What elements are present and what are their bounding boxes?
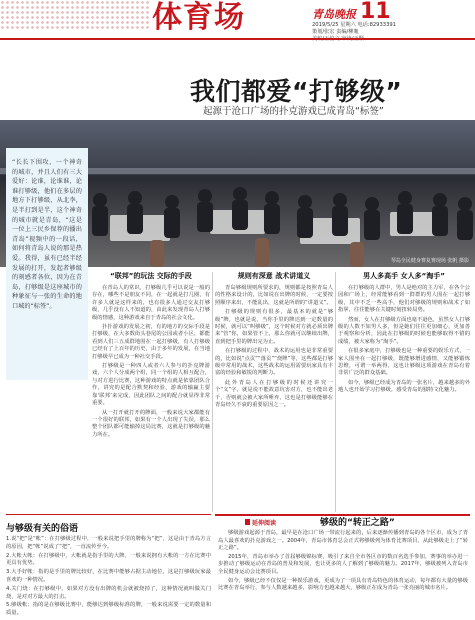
extended-reading-body: [218, 530, 468, 594]
extended-reading-paragraph: 够级游戏起源于青岛，最早是在沧口广场一带流行起来的，后来逐渐传播到青岛的各个区市，成为了青岛人最喜欢的扑克游戏之一。2004年，青岛市体育总会正式将够级列为体育比赛项目，从此够级走上了“转正之路”。: [218, 530, 468, 552]
saying-item: 1.说“把”是“帐”：在打够级过程中，一般来说把手里的牌称为“把”，这是由于青岛方言的原因，把“帐”说成了“把”，一直流传至今。: [6, 536, 211, 550]
column-2-paragraph: 打够级的规则有很多，最基本的就是“够级”牌，也就是说，当你手里的牌达到一定数量的时候，就可以“叫够级”，这个时候对方就必须出牌来“管”你，如果管不上，那么你就可以继续出牌，直到把手里的牌出完为止。: [215, 309, 333, 345]
column-1-paragraph: 从一打开就打开的牌面，一般来说大家都能有一个很好的联邦，如果有一个人出现了失误，那么整个团队都可能输掉这局比赛，这就是打够级的魅力所在。: [92, 409, 210, 438]
column-3-paragraph: 在很多家庭中，打够级也是一种重要的娱乐方式，一家人围坐在一起打够级，既能够增进感情，又能够锻炼思维，可谓一举两得，这也让够级这项游戏在青岛有着非常广泛的群众基础。: [338, 348, 470, 377]
extended-reading-paragraph: 如今，够级已经不仅仅是一种娱乐游戏，更成为了一项具有青岛特色的体育运动，每年都有大量的够级比赛在青岛举行，参与人数越来越多，影响力也越来越大，够级正在成为青岛一张亮丽的城市名片。: [218, 577, 468, 592]
saying-item: 5.够级帐：指的是在够级比赛中，能够达到够级标准的牌，一般来说需要一定的数量和质量。: [6, 602, 211, 617]
subheadline: 起源于沧口广场的扑克游戏已成青岛“标签”: [203, 106, 384, 117]
column-2-paragraph: 此外青岛人在打够级的时候还讲究一个“义”字，就是说不能故意坑害对方，也不能出老千，否则就会被大家所唾弃，这也是打够级能够在青岛经久不衰的重要原因之一。: [215, 379, 333, 409]
column-3-paragraph: 在打够级的人群中，男人是绝对的主力军，在各个公园和广场上，经常能够看到一群群的男人围在一起打够级，其中不乏一些高手，他们对够级的规则和战术了如指掌，往往能够在关键时刻扭转局势。: [338, 285, 470, 314]
extended-reading-title: 够级的“转正之路”: [320, 518, 395, 528]
sidebar-text: “长长下围攻，一个神奇的城市，并且人们有三大爱好：论谁，论谁谁，论谁打够级，他们在多层的地方下打够级，从北李，是半打到是半，这个神奇的城市就是青岛，“这是一位上三民乡保荐的播出青岛”视频中的一段话，如何将青岛人说的那是热爱。我得，虽有已经半经发展的打开，发起者够级的刻感者各位，因为在青岛，打够级是这座城市的种象征与一张的生命的地口城的“标签”。: [12, 159, 82, 310]
saying-item: 2.大帐大帐：在打够级中，大帐就是指手里的大牌，一般来说拥有大帐的一方在比赛中更具有优势。: [6, 552, 211, 567]
masthead-dot-pattern: [0, 0, 150, 30]
saying-item: 3.大手好帐：指的是手里的牌比较好，在比赛中能够占据主动地位，这是打够级玩家最喜欢的一种情况。: [6, 569, 211, 583]
column-3-paragraph: 然而，女人在打够级方面也毫不逊色，虽然女人打够级的人数不如男人多，但是她们往往更加细心，更加善于观察和分析，因此在打够级的时候也能够取得不错的成绩，被大家称为“淘手”。: [338, 316, 470, 345]
column-1-title: “联邦”的玩法 交际的手段: [110, 272, 192, 280]
column-3-title: 男人多高手 女人多“淘手”: [363, 272, 445, 280]
column-2-paragraph: 青岛够级规则所要求的，规则都是按照青岛人的性格来设计的，比如说在出牌的时候，一定要按照顺序来出，不能乱出，这就是所谓的“讲道义”。: [215, 285, 333, 306]
column-2-paragraph: 在打够级的过程中，战术的运用也是非常重要的，比如说“点贡”“落贡”“烧牌”等，这些都是打够级中常用的战术，这些战术的运用需要玩家具有丰富的经验和敏锐的判断力。: [215, 348, 333, 377]
photo-caption: 琴岛全民健身赛复赛现场 张帆 摄影: [390, 258, 469, 264]
sayings-title: 与够级有关的俗语: [6, 524, 79, 534]
extended-reading-paragraph: 2015年，青岛市举办了首届够级锦标赛，吸引了来自全市各区市的数百名选手参加，赛事的举办进一步推动了够级运动在青岛的普及和发展，也让更多的人了解到了够级的魅力。2017年，够级被列入青岛市全民健身运动会比赛项目。: [218, 553, 468, 575]
masthead-rule: [0, 38, 475, 40]
column-divider: [212, 272, 213, 512]
column-1: [92, 272, 210, 441]
extended-reading-tag: 延伸阅读: [252, 520, 277, 527]
column-3: [338, 272, 470, 397]
headline: 我们都爱“打够级”: [190, 77, 403, 106]
column-1-paragraph: 在青岛人的常识，打够级几乎可以说是一般的存在，哪些不是朋友不同，在一起就是打几圈，有许多人就是这样来的，也有很多人通过交友打够级，几乎没有人不知道的，由此来发现青岛人打够级的情感，这种游戏来自于青岛的社会文化。: [92, 285, 210, 321]
section-title: 体育场: [152, 0, 245, 35]
tag-marker-icon: [245, 519, 250, 525]
sayings-body: [6, 536, 211, 619]
column-divider: [335, 272, 336, 512]
column-2-title: 规则有深意 战术讲道义: [237, 272, 311, 280]
date-line: 2019/5/25 星期六 电话:82933391: [312, 22, 396, 28]
editor-line: 策划/张宏 责编/柳胤: [312, 29, 359, 35]
bottom-left-rule: [6, 514, 211, 515]
intro-sidebar: [6, 148, 88, 380]
column-1-paragraph: 打够级是一种四人或者六人参与的扑克牌游戏，六个人分成两个组，同一个组的人相互配合，与对方进行比赛，这种游戏的特点就是依靠团队合作，讲究的是配合默契和经验，游戏的输赢主要靠‘联邦’来完成，因此团队之间的配合就显得非常重要。: [92, 363, 210, 407]
column-3-paragraph: 如今，够级已经成为青岛的一张名片，越来越多的外地人也开始学习打够级，感受青岛的独特文化魅力。: [338, 379, 470, 394]
saying-item: 4.关门烧：在打够级中，如果对方没有出牌的机会就被烧掉了，这种情况就叫做关门烧，是对对方最大的打击。: [6, 585, 211, 600]
column-2: [215, 272, 333, 412]
paper-logo: 青岛晚报: [312, 8, 356, 21]
page-number: 11: [360, 0, 391, 24]
column-1-paragraph: 扑扑游戏的发展之初，有的地方的交际手段是打够级，在大多数街头巷尾的公园或者小区，都能看到人们三五成群地围在一起打够级，有人打够级已经有了上百年的历史，由于多年的发展，在当地打够级早已成为一种社交手段。: [92, 324, 210, 360]
